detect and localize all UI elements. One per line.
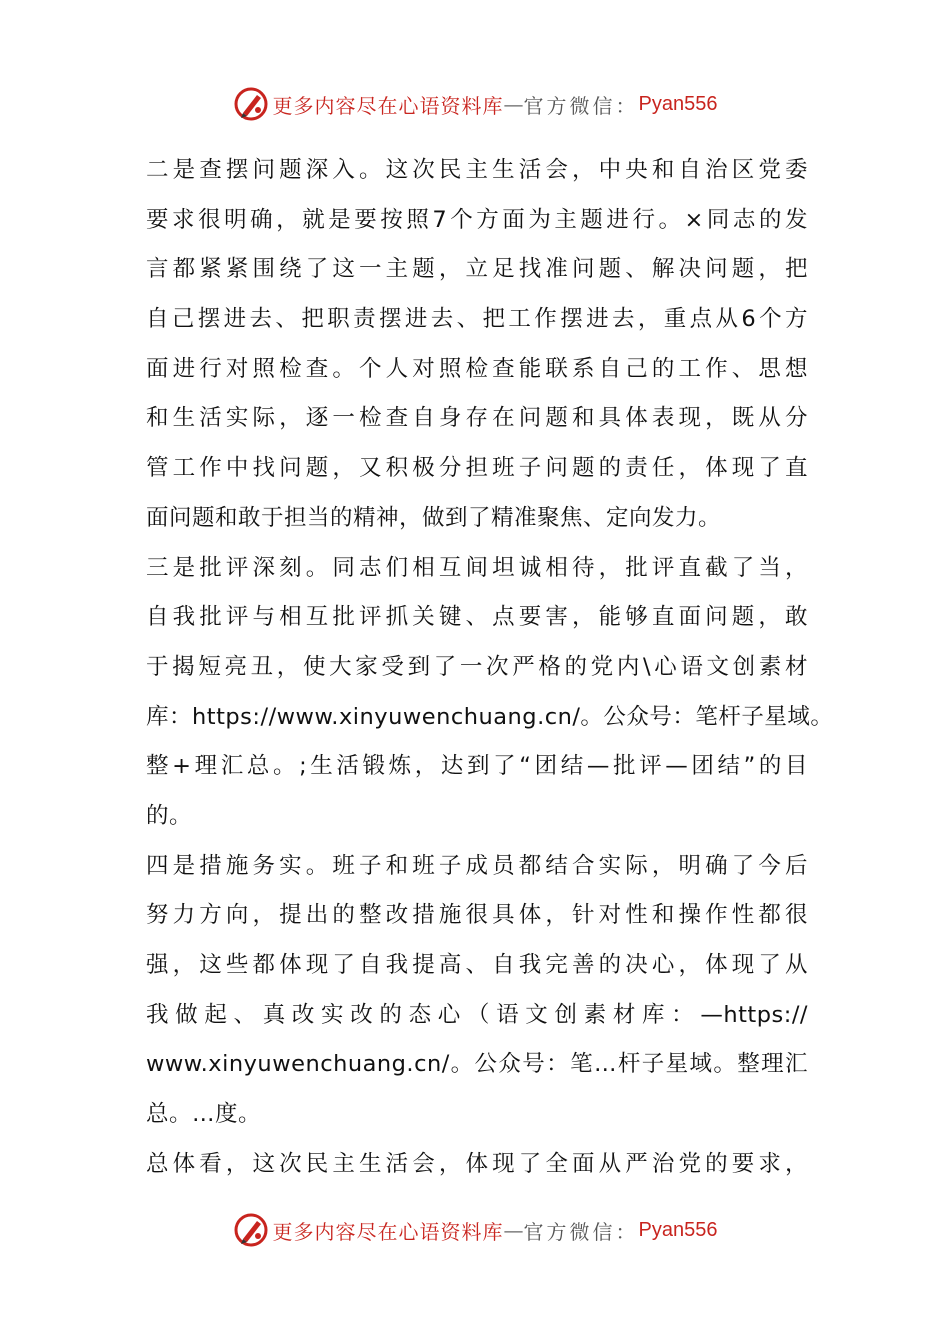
text-line: www.xinyuwenchuang.cn/。公众号：笔…杆子星域。整理汇 (146, 1051, 808, 1078)
pen-logo-icon (233, 86, 269, 122)
text-line: 强，这些都体现了自我提高、自我完善的决心，体现了从 (146, 952, 808, 978)
text-line: 管工作中找问题，又积极分担班子问题的责任，体现了直 (146, 455, 808, 482)
text-line: 言都紧紧围绕了这一主题，立足找准问题、解决问题，把 (146, 256, 808, 283)
banner-separator: — (503, 1218, 524, 1242)
footer-banner (0, 1208, 950, 1252)
text-line: 三是批评深刻。同志们相互间坦诚相待，批评直截了当， (146, 554, 808, 581)
text-line: 库：https://www.xinyuwenchuang.cn/。公众号：笔杆子星域。 (146, 703, 834, 730)
text-line: 自我批评与相互批评抓关键、点要害，能够直面问题，敢 (146, 604, 808, 631)
document-body (146, 146, 834, 1189)
text-line: 面进行对照检查。个人对照检查能联系自己的工作、思想 (146, 355, 808, 382)
banner-title: 更多内容尽在心语资料库 (272, 1219, 504, 1244)
text-line: 总体看，这次民主生活会，体现了全面从严治党的要求， (146, 1150, 808, 1177)
banner-wechat-label: 官方微信： (523, 93, 639, 118)
header-banner (0, 82, 950, 126)
text-line: 总。…度。 (146, 1101, 262, 1128)
banner-wechat-id: Pyan556 (638, 92, 718, 115)
text-line: 自己摆进去、把职责摆进去、把工作摆进去，重点从6个方 (146, 306, 808, 333)
text-line: 整+理汇总。;生活锻炼，达到了“团结—批评—团结”的目 (146, 753, 808, 780)
text-line: 要求很明确，就是要按照7个方面为主题进行。×同志的发 (146, 206, 808, 233)
banner-wechat-label: 官方微信： (523, 1219, 639, 1244)
banner-title: 更多内容尽在心语资料库 (272, 93, 504, 118)
banner-separator: — (503, 92, 524, 116)
text-line: 和生活实际，逐一检查自身存在问题和具体表现，既从分 (146, 405, 808, 432)
text-line: 二是查摆问题深入。这次民主生活会，中央和自治区党委 (146, 157, 808, 183)
text-line: 的。 (146, 802, 193, 829)
text-line: 努力方向，提出的整改措施很具体，针对性和操作性都很 (146, 902, 808, 929)
banner-wechat-id: Pyan556 (638, 1218, 718, 1241)
text-line: 我做起、真改实改的态心（语文创素材库：—https:// (146, 1001, 808, 1028)
text-line: 于揭短亮丑，使大家受到了一次严格的党内\心语文创素材 (146, 653, 808, 680)
pen-logo-icon (233, 1212, 269, 1248)
text-line: 四是措施务实。班子和班子成员都结合实际，明确了今后 (146, 852, 808, 879)
text-line: 面问题和敢于担当的精神，做到了精准聚焦、定向发力。 (146, 504, 722, 531)
